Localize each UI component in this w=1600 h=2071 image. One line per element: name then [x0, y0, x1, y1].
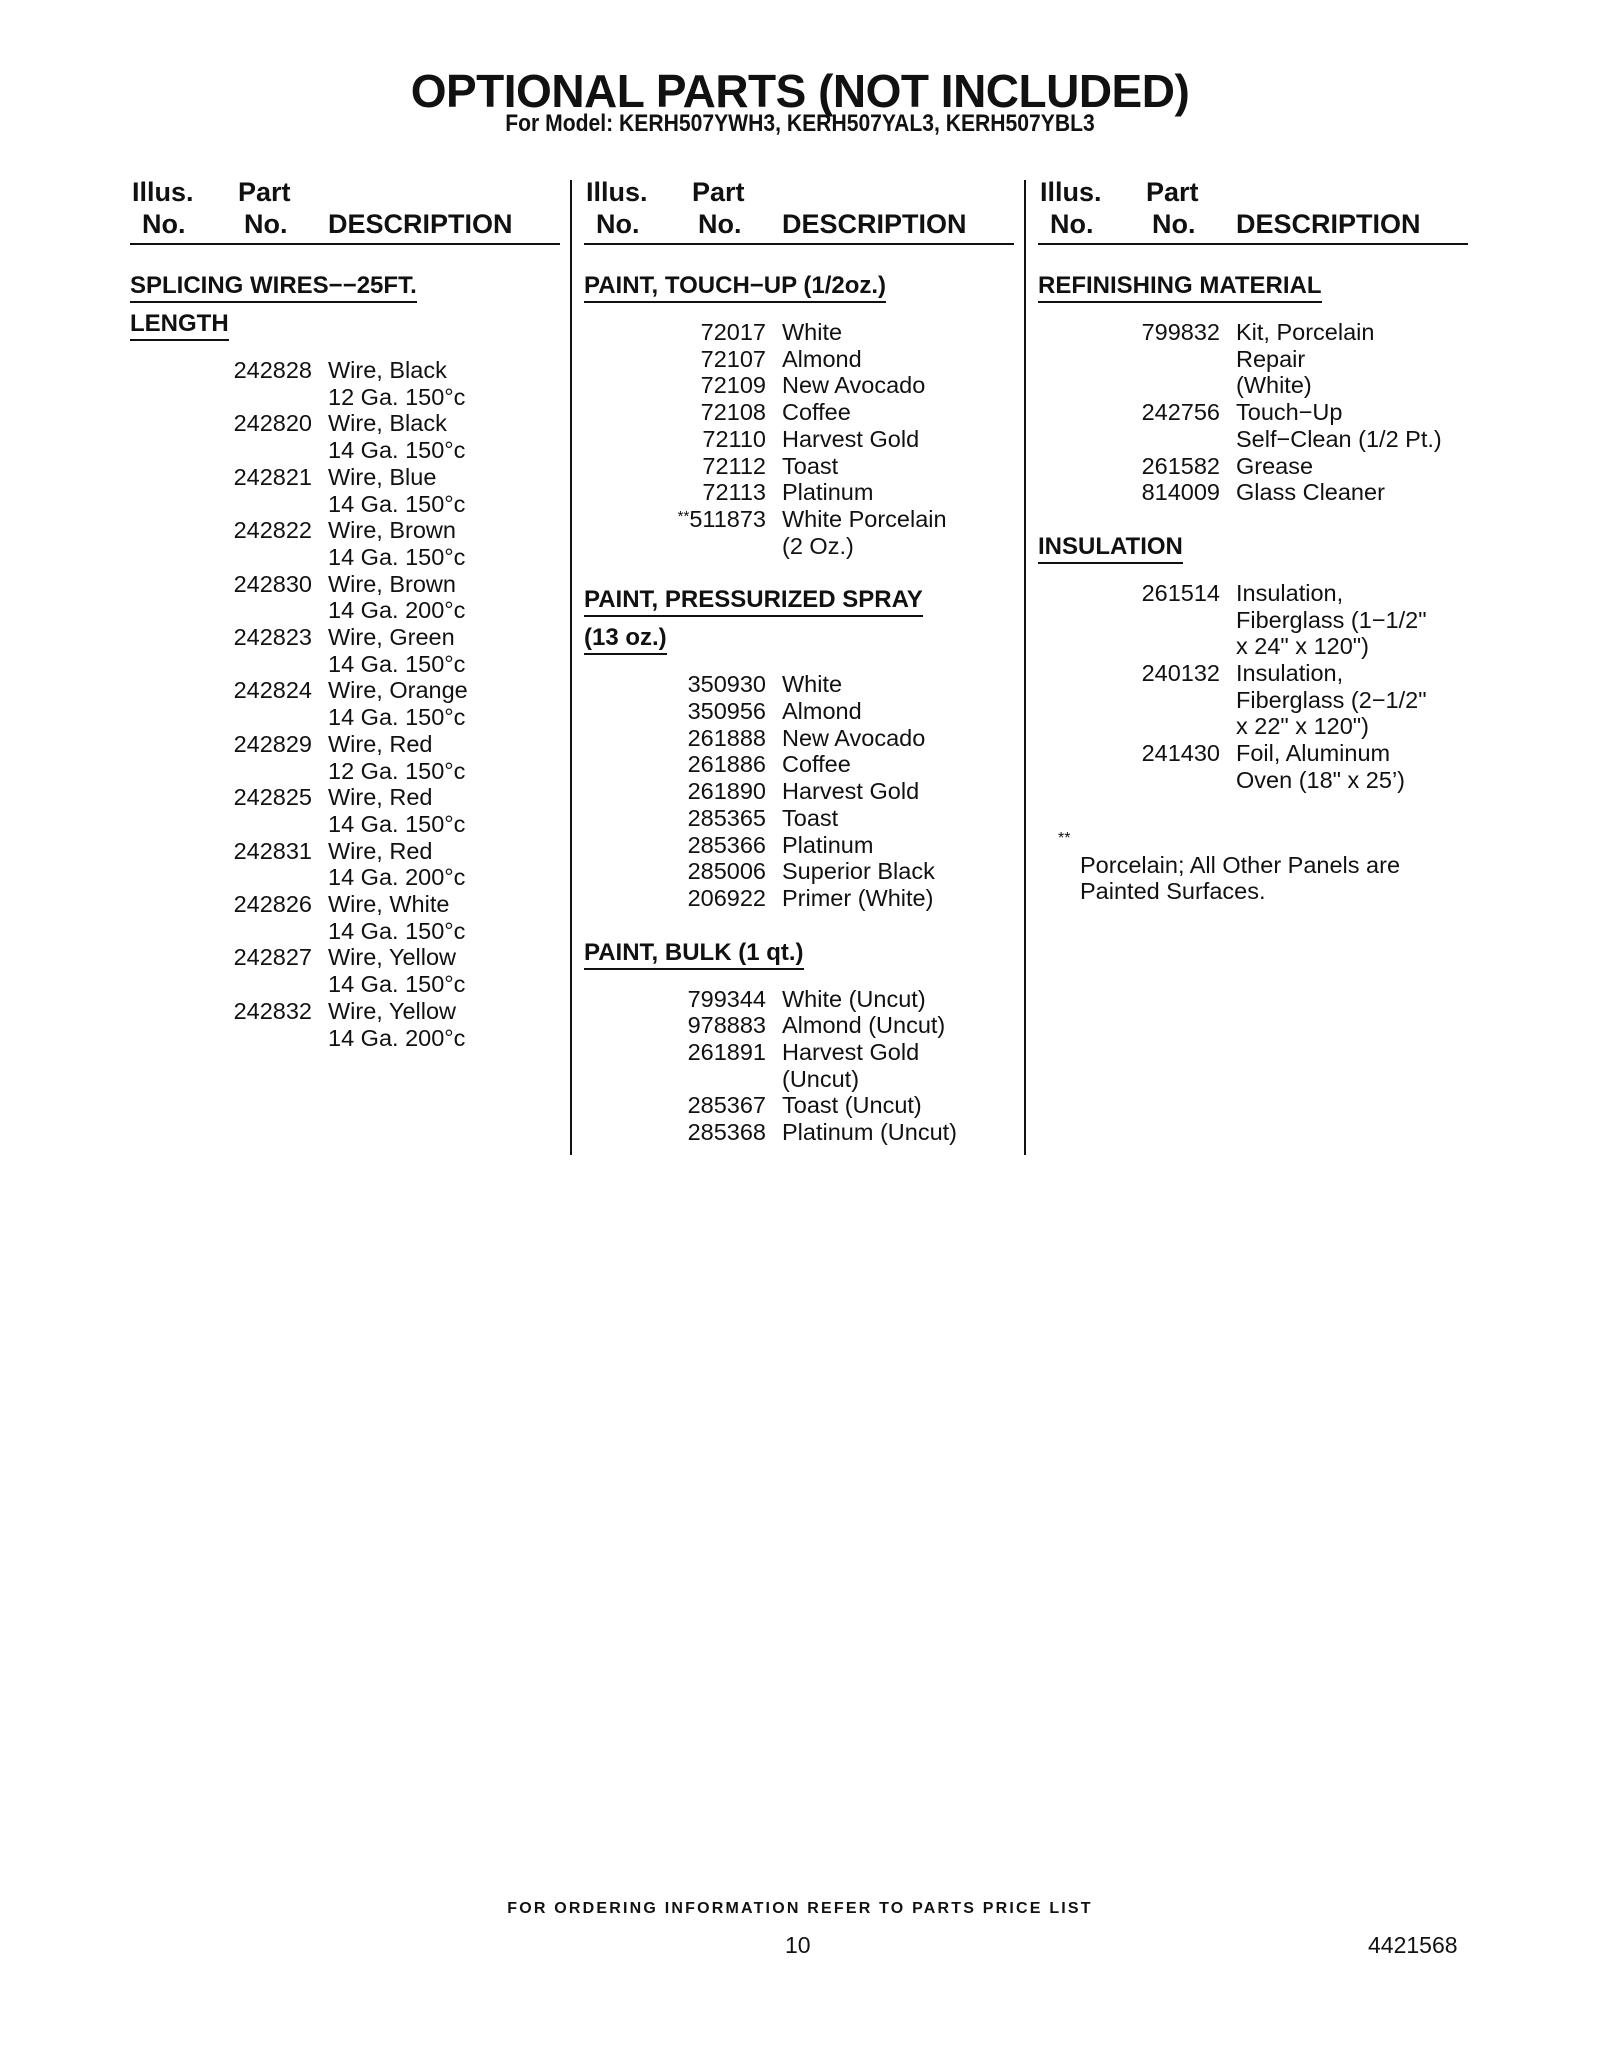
part-number-cell	[584, 805, 782, 832]
part-row	[584, 698, 1014, 725]
part-row	[1038, 399, 1468, 452]
part-number-cell	[584, 698, 782, 725]
parts-list	[584, 986, 1014, 1146]
parts-section	[584, 267, 1014, 559]
part-number: 72108	[700, 399, 766, 426]
model-subtitle: For Model: KERH507YWH3, KERH507YAL3, KERH507YBL3	[505, 110, 1095, 137]
part-description: Wire, Orange 14 Ga. 150°c	[328, 677, 468, 731]
part-description: Toast (Uncut)	[782, 1092, 922, 1119]
part-number: 261891	[687, 1039, 766, 1066]
part-number: 242828	[233, 357, 312, 383]
part-description: Primer (White)	[782, 884, 934, 911]
part-description: Wire, Yellow 14 Ga. 150°c	[328, 944, 466, 998]
part-row	[584, 805, 1014, 832]
part-description: Almond (Uncut)	[782, 1012, 946, 1039]
section-title	[584, 267, 1014, 305]
parts-column-3	[1038, 175, 1468, 905]
part-row	[130, 624, 560, 677]
part-number: 242827	[233, 944, 312, 971]
part-number: 242830	[233, 570, 312, 597]
header-part: Part	[238, 177, 291, 207]
part-description: Foil, Aluminum Oven (18" x 25’)	[1236, 740, 1405, 793]
parts-list	[130, 357, 560, 1051]
part-number-cell	[584, 832, 782, 859]
part-row	[130, 731, 560, 784]
part-number: 799832	[1141, 319, 1220, 345]
parts-section	[1038, 267, 1468, 506]
part-row	[584, 751, 1014, 778]
part-description: Harvest Gold	[782, 425, 920, 452]
part-description: Grease	[1236, 452, 1314, 479]
footnote-text: Porcelain; All Other Panels are Painted Surfaces.	[1080, 851, 1401, 905]
part-description: Platinum	[782, 831, 874, 858]
part-description: New Avocado	[782, 724, 926, 751]
part-row	[584, 399, 1014, 426]
part-number: 511873	[689, 505, 766, 532]
part-row	[130, 891, 560, 944]
part-row	[584, 1119, 1014, 1146]
part-number: 285365	[687, 804, 766, 831]
header-part: Part	[1146, 177, 1199, 207]
part-row	[584, 479, 1014, 506]
part-description: Wire, Brown 14 Ga. 200°c	[328, 570, 466, 624]
part-number-cell	[584, 399, 782, 426]
part-number-cell	[584, 885, 782, 912]
part-number: 240132	[1141, 660, 1220, 687]
part-number: 242826	[233, 891, 312, 918]
section-title-line: LENGTH	[130, 309, 229, 341]
part-number: 72017	[700, 319, 766, 345]
part-row	[584, 671, 1014, 698]
part-row	[584, 832, 1014, 859]
parts-list	[584, 671, 1014, 911]
part-description: Wire, Black 14 Ga. 150°c	[328, 410, 466, 464]
part-row	[130, 998, 560, 1051]
part-description: Wire, Yellow 14 Ga. 200°c	[328, 997, 466, 1051]
part-number: 242832	[233, 997, 312, 1024]
part-row	[1038, 740, 1468, 793]
part-number-cell	[130, 998, 328, 1051]
part-number: 72109	[700, 372, 766, 399]
section-title-line: PAINT, PRESSURIZED SPRAY	[584, 585, 923, 617]
part-number-cell	[130, 517, 328, 570]
part-number-cell	[130, 624, 328, 677]
part-description: Wire, Brown 14 Ga. 150°c	[328, 517, 466, 570]
part-description: Insulation, Fiberglass (1−1/2" x 24" x 120")	[1236, 579, 1427, 660]
part-description: White Porcelain (2 Oz.)	[782, 505, 947, 559]
part-number-cell	[584, 751, 782, 778]
parts-column-1	[130, 175, 560, 1051]
part-number-cell	[584, 319, 782, 346]
parts-list	[1038, 580, 1468, 794]
part-number: 350956	[687, 698, 766, 725]
part-description: Wire, Red 14 Ga. 150°c	[328, 784, 466, 837]
part-row	[1038, 479, 1468, 506]
part-number-cell	[584, 671, 782, 698]
part-number-cell	[584, 372, 782, 399]
part-number-cell	[130, 571, 328, 624]
part-description: Wire, Blue 14 Ga. 150°c	[328, 463, 466, 517]
part-row	[584, 986, 1014, 1013]
part-number: 241430	[1141, 740, 1220, 767]
part-number: 242825	[233, 784, 312, 811]
part-number: 261886	[687, 751, 766, 778]
part-number: 261514	[1141, 579, 1220, 606]
part-number-cell	[130, 677, 328, 730]
column-header	[130, 175, 560, 245]
part-number-cell	[1038, 453, 1236, 480]
part-description: Harvest Gold (Uncut)	[782, 1039, 920, 1092]
part-row	[130, 677, 560, 730]
part-number-cell	[584, 1039, 782, 1092]
part-row	[130, 357, 560, 410]
part-description: Insulation, Fiberglass (2−1/2" x 22" x 120")	[1236, 660, 1427, 740]
section-title	[1038, 528, 1468, 566]
part-number: 799344	[687, 985, 766, 1012]
part-number-cell	[584, 1012, 782, 1039]
part-number: 350930	[687, 671, 766, 698]
part-row	[1038, 660, 1468, 740]
part-number: 242824	[233, 677, 312, 704]
part-number-cell	[584, 858, 782, 885]
part-description: Kit, Porcelain Repair (White)	[1236, 319, 1375, 399]
part-number: 261582	[1141, 452, 1220, 479]
section-title	[584, 934, 1014, 972]
part-number: 72110	[702, 425, 766, 452]
header-illus: Illus.	[586, 177, 648, 207]
part-description: Superior Black	[782, 858, 935, 885]
part-description: Wire, Green 14 Ga. 150°c	[328, 624, 466, 677]
part-number-cell	[1038, 479, 1236, 506]
part-description: Wire, Red 12 Ga. 150°c	[328, 730, 466, 784]
header-part-no: No.	[244, 209, 288, 239]
parts-list	[584, 319, 1014, 559]
part-row	[130, 784, 560, 837]
part-description: White	[782, 319, 843, 345]
header-illus: Illus.	[132, 177, 194, 207]
document-number: 4421568	[1368, 1932, 1458, 1958]
part-row	[1038, 453, 1468, 480]
part-row	[130, 944, 560, 997]
section-title	[130, 267, 560, 343]
part-row	[130, 571, 560, 624]
part-number-cell	[130, 357, 328, 410]
part-number: 242821	[233, 463, 312, 490]
part-number-cell	[584, 986, 782, 1013]
part-row	[584, 1092, 1014, 1119]
header-part-no: No.	[698, 209, 742, 239]
part-row	[584, 453, 1014, 480]
part-number: 242756	[1141, 399, 1220, 426]
header-illus-no: No.	[142, 209, 186, 239]
header-description: DESCRIPTION	[328, 209, 513, 239]
column-header	[584, 175, 1014, 245]
column-divider	[570, 180, 572, 1155]
part-description: Touch−Up Self−Clean (1/2 Pt.)	[1236, 399, 1442, 452]
part-row	[584, 885, 1014, 912]
part-number: 261890	[687, 778, 766, 805]
part-number: 242822	[233, 517, 312, 544]
parts-section	[584, 934, 1014, 1146]
part-row	[584, 1039, 1014, 1092]
part-number: 814009	[1141, 479, 1220, 506]
part-number-cell	[584, 346, 782, 373]
part-description: Wire, White 14 Ga. 150°c	[328, 891, 466, 944]
part-row	[584, 858, 1014, 885]
part-number-cell	[584, 426, 782, 453]
part-row	[130, 517, 560, 570]
header-illus: Illus.	[1040, 177, 1102, 207]
part-row	[584, 372, 1014, 399]
header-part: Part	[692, 177, 745, 207]
part-number: 242820	[233, 410, 312, 437]
footnote-marker: **	[1058, 829, 1071, 847]
section-title-line: REFINISHING MATERIAL	[1038, 271, 1322, 303]
part-row	[584, 506, 1014, 559]
section-title-line: PAINT, TOUCH−UP (1/2oz.)	[584, 271, 886, 303]
ordering-info: FOR ORDERING INFORMATION REFER TO PARTS PRICE LIST	[507, 1900, 1093, 1917]
part-row	[584, 1012, 1014, 1039]
part-number: 242831	[233, 837, 312, 864]
part-number: 206922	[687, 884, 766, 911]
part-description: Glass Cleaner	[1236, 479, 1385, 506]
part-number-cell	[584, 479, 782, 506]
part-description: Wire, Black 12 Ga. 150°c	[328, 357, 466, 410]
part-row	[130, 410, 560, 463]
footnote-marker: **	[677, 507, 690, 525]
column-divider	[1024, 180, 1026, 1155]
part-row	[584, 426, 1014, 453]
part-number-cell	[130, 838, 328, 891]
header-illus-no: No.	[1050, 209, 1094, 239]
part-description: Toast	[782, 804, 839, 831]
part-number-cell	[130, 784, 328, 837]
part-number-cell	[130, 731, 328, 784]
section-title-line: SPLICING WIRES−−25FT.	[130, 271, 417, 303]
part-number: 285006	[687, 858, 766, 885]
part-description: Platinum	[782, 479, 874, 506]
section-title-line: (13 oz.)	[584, 623, 667, 655]
part-number: 261888	[687, 724, 766, 751]
part-number-cell	[1038, 740, 1236, 793]
part-row	[584, 778, 1014, 805]
part-number-cell	[130, 891, 328, 944]
part-row	[584, 319, 1014, 346]
section-title-line: PAINT, BULK (1 qt.)	[584, 938, 804, 970]
parts-column-2	[584, 175, 1014, 1146]
part-number-cell	[584, 453, 782, 480]
part-number-cell	[584, 1092, 782, 1119]
part-number-cell	[1038, 580, 1236, 660]
section-title	[584, 581, 1014, 657]
part-number: 285368	[687, 1119, 766, 1146]
part-number: 72113	[702, 479, 766, 506]
header-part-no: No.	[1152, 209, 1196, 239]
part-description: Almond	[782, 345, 862, 372]
parts-list	[1038, 319, 1468, 506]
part-row	[584, 725, 1014, 752]
part-number-cell	[1038, 660, 1236, 740]
part-description: Wire, Red 14 Ga. 200°c	[328, 837, 466, 891]
part-description: Harvest Gold	[782, 778, 920, 805]
part-row	[130, 838, 560, 891]
part-number-cell	[1038, 399, 1236, 452]
part-number-cell	[584, 725, 782, 752]
part-number: 978883	[687, 1012, 766, 1039]
part-number: 242829	[233, 730, 312, 757]
part-description: White	[782, 671, 843, 698]
part-description: White (Uncut)	[782, 985, 926, 1012]
part-number: 72112	[702, 452, 766, 479]
part-description: Coffee	[782, 399, 851, 426]
parts-section	[584, 581, 1014, 911]
part-number: 72107	[700, 345, 766, 372]
part-row	[1038, 319, 1468, 399]
part-number-cell	[584, 778, 782, 805]
section-title-line: INSULATION	[1038, 532, 1183, 564]
part-row	[1038, 580, 1468, 660]
part-description: New Avocado	[782, 372, 926, 399]
part-description: Platinum (Uncut)	[782, 1119, 957, 1146]
part-row	[584, 346, 1014, 373]
part-number-cell	[130, 410, 328, 463]
part-row	[130, 464, 560, 517]
part-number-cell	[584, 1119, 782, 1146]
part-number-cell	[130, 944, 328, 997]
part-number: 285366	[687, 831, 766, 858]
part-number: 242823	[233, 624, 312, 651]
header-illus-no: No.	[596, 209, 640, 239]
part-number-cell	[1038, 319, 1236, 399]
part-number-cell	[584, 506, 782, 559]
part-number-cell	[130, 464, 328, 517]
section-title	[1038, 267, 1468, 305]
part-description: Almond	[782, 698, 862, 725]
part-number: 285367	[687, 1092, 766, 1119]
page-number: 10	[785, 1932, 811, 1958]
page-title: OPTIONAL PARTS (NOT INCLUDED)	[410, 65, 1190, 117]
parts-section	[1038, 528, 1468, 794]
parts-section	[130, 267, 560, 1051]
header-description: DESCRIPTION	[1236, 209, 1421, 239]
column-header	[1038, 175, 1468, 245]
part-description: Coffee	[782, 751, 851, 778]
header-description: DESCRIPTION	[782, 209, 967, 239]
part-description: Toast	[782, 452, 839, 479]
